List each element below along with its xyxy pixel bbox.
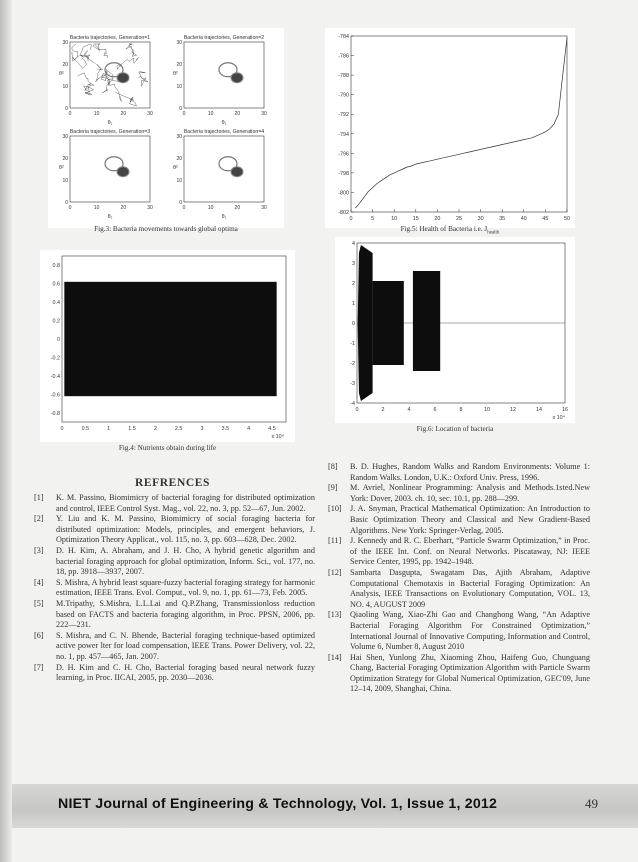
x-tick-label: 16 (562, 407, 568, 413)
reference-number: [7] (34, 662, 44, 672)
panel-x-tick: 10 (93, 205, 100, 211)
reference-item (34, 493, 315, 514)
x-tick-label: 3 (200, 426, 204, 432)
panel-x-tick: 0 (182, 111, 186, 117)
y-tick-label: -800 (338, 190, 349, 197)
panel-x-tick: 30 (261, 205, 267, 211)
x-tick-label: 0 (60, 426, 64, 432)
panel-x-tick: 20 (120, 205, 127, 211)
panel-y-tick: 0 (65, 200, 68, 206)
panel-title: Bacteria trajectories, Generation=2 (183, 35, 265, 41)
reference-number: [12] (328, 567, 342, 577)
panel-x-tick: 0 (68, 111, 72, 117)
x-tick-label: 15 (412, 216, 419, 222)
panel-ylabel: θ² (59, 71, 64, 77)
y-tick-label: -788 (338, 73, 349, 80)
panel-y-tick: 10 (62, 84, 68, 90)
figure-6-caption: Fig.6: Location of bacteria (416, 425, 494, 433)
reference-text: K. M. Passino, Biomimicry of bacterial foraging for distributed optimization and control, IEEE Control Syst. Mag., vol. 22, no. 3, pp. 52—67, Jun. 2002. (56, 493, 315, 513)
figure-5-health-of-bacteria (325, 28, 575, 228)
reference-text: Sambarta Dasgupta, Swagatam Das, Ajith Abraham, Adaptive Computational Chemotaxis in Bacterial Foraging Optimization: An Analysis, IEEE Transactions on Evolutionary Computation, VOL. 13, NO. 4, AUGUST 2009 (350, 567, 590, 609)
reference-text: Qiaoling Wang, Xiao-Zhi Gao and Changhong Wang, “An Adaptive Bacterial Foraging Algorithm For Constrained Optimization,” International Journal of Innovative Computing, Information and Control, Volume 6, Number 8, August 2010 (350, 610, 590, 652)
x-tick-label: 0 (355, 407, 359, 413)
x-tick-label: 4 (247, 426, 251, 432)
y-tick-label: -792 (338, 112, 349, 119)
reference-item (328, 462, 590, 483)
reference-item (328, 610, 590, 652)
panel-x-tick: 30 (147, 111, 153, 117)
y-tick-label: -786 (338, 53, 349, 60)
x-tick-label: 14 (536, 407, 542, 413)
panel-title: Bacteria trajectories, Generation=3 (69, 129, 151, 135)
panel-y-tick: 30 (62, 40, 68, 46)
figure-5-caption-subscript: health (487, 230, 500, 236)
page-binding-shadow (0, 0, 12, 862)
references-left-column (34, 493, 315, 684)
y-tick-label: -798 (338, 170, 349, 177)
y-tick-label: -1 (350, 341, 355, 347)
y-tick-label: -802 (338, 210, 349, 216)
panel-x-tick: 10 (207, 111, 214, 117)
y-tick-label: 0 (352, 321, 355, 327)
panel-y-tick: 20 (176, 156, 182, 162)
references-heading: REFRENCES (134, 477, 211, 489)
panel-xlabel: θ₁ (221, 214, 227, 220)
x-tick-label: 40 (520, 216, 527, 222)
journal-footer-title: NIET Journal of Engineering & Technology, Vol. 1, Issue 1, 2012 (58, 796, 498, 812)
reference-text: M.Tripathy, S.Mishra, L.L.Lai and Q.P.Zhang, Transmissionloss reduction based on FACTS and bacteria foraging algorithm, in Proc. PPSN, 2006, pp. 222—231. (56, 598, 315, 630)
reference-number: [10] (328, 504, 342, 514)
reference-number: [2] (34, 514, 44, 524)
figure-3-bacteria-trajectories (48, 28, 284, 228)
panel-title: Bacteria trajectories, Generation=1 (69, 35, 151, 41)
y-tick-label: 3 (352, 261, 355, 267)
panel-x-tick: 0 (68, 205, 72, 211)
x-exponent-label: x 10⁴ (552, 415, 565, 421)
y-tick-label: 0.2 (52, 318, 60, 325)
reference-number: [5] (34, 598, 44, 608)
panel-y-tick: 0 (179, 200, 182, 206)
panel-y-tick: 20 (62, 62, 68, 68)
location-signal-block (373, 281, 404, 365)
location-signal-block (413, 271, 440, 371)
figure-4-nutrients (40, 250, 295, 442)
reference-number: [3] (34, 545, 44, 555)
y-tick-label: -4 (350, 401, 355, 407)
panel-ylabel: θ² (59, 165, 64, 171)
y-tick-label: -3 (350, 381, 355, 387)
reference-number: [9] (328, 483, 338, 493)
y-tick-label: -796 (338, 151, 349, 158)
reference-item (328, 568, 590, 610)
optimum-contour (117, 73, 129, 83)
panel-x-tick: 20 (120, 111, 127, 117)
reference-text: J. Kennedy and R. C. Eberhart, “Particle Swarm Optimization,” in Proc. of the IEEE Int. Conf. on Neural Networks. Piscataway, NJ: IEEE Service Center, 1995, pp. 1942–1948. (350, 536, 590, 567)
panel-ylabel: θ² (173, 165, 178, 171)
reference-item (34, 599, 315, 631)
reference-number: [13] (328, 610, 342, 620)
figure-5-caption (325, 225, 575, 235)
x-tick-label: 25 (456, 216, 462, 222)
panel-frame (184, 42, 264, 108)
panel-xlabel: θ₁ (221, 120, 227, 126)
x-tick-label: 2 (153, 426, 157, 432)
x-tick-label: 2 (381, 407, 385, 413)
y-tick-label: 0 (57, 337, 60, 343)
reference-text: D. H. Kim, A. Abraham, and J. H. Cho, A hybrid genetic algorithm and bacterial foraging approach for global optimization, Inform. Sci., vol. 177, no. 18, pp. 3918—3937, 2007. (56, 545, 315, 577)
y-tick-label: -0.4 (50, 373, 60, 380)
x-tick-label: 45 (542, 216, 549, 222)
y-tick-label: -790 (338, 92, 349, 99)
panel-y-tick: 10 (62, 178, 68, 184)
figure-4-caption: Fig.4: Nutrients obtain during life (118, 444, 217, 452)
reference-text: S. Mishra, and C. N. Bhende, Bacterial foraging technique-based optimized active power lter for load compensation, IEEE Trans. Power Delivery, vol. 22, no. 1, pp. 457—465, Jan. 2007. (56, 630, 315, 661)
reference-item (34, 631, 315, 663)
panel-y-tick: 10 (176, 84, 182, 90)
x-tick-label: 20 (434, 216, 441, 222)
page-number: 49 (585, 796, 598, 811)
figure-6-location-of-bacteria (335, 237, 575, 423)
y-tick-label: 4 (352, 241, 355, 247)
panel-frame (70, 42, 150, 108)
x-tick-label: 1 (107, 426, 111, 432)
x-tick-label: 5 (371, 216, 375, 222)
panel-x-tick: 0 (182, 205, 186, 211)
panel-y-tick: 0 (179, 106, 182, 112)
y-tick-label: -2 (350, 361, 355, 367)
reference-item (328, 536, 590, 568)
panel-frame (70, 136, 150, 202)
panel-x-tick: 20 (234, 205, 241, 211)
references-right-column (328, 462, 590, 695)
reference-item (34, 514, 315, 546)
panel-x-tick: 10 (93, 111, 100, 117)
reference-number: [4] (34, 577, 44, 587)
reference-text: Hai Shen, Yunlong Zhu, Xiaoming Zhou, Haifeng Guo, Chunguang Chang, Bacterial Foraging Optimization Algorithm with Particle Swarm Optimization Strategy for Global Numerical Optimization, GEC'09, June 12–14, 2009, Shanghai, China. (350, 652, 590, 694)
panel-x-tick: 10 (207, 205, 214, 211)
y-tick-label: -0.8 (50, 410, 60, 417)
reference-item (34, 546, 315, 578)
x-exponent-label: x 10⁴ (271, 434, 284, 440)
x-tick-label: 35 (499, 216, 506, 222)
x-tick-label: 0.5 (81, 426, 90, 432)
x-tick-label: 3.5 (221, 426, 230, 432)
x-tick-label: 1.5 (128, 426, 136, 432)
panel-y-tick: 30 (176, 134, 182, 140)
panel-y-tick: 30 (176, 40, 182, 46)
reference-item (328, 483, 590, 504)
panel-y-tick: 20 (176, 62, 182, 68)
plot-frame (351, 36, 567, 212)
y-tick-label: 0.6 (52, 281, 60, 288)
reference-item (34, 578, 315, 599)
figure-5-canvas (325, 28, 575, 228)
x-tick-label: 10 (391, 216, 398, 222)
reference-number: [14] (328, 652, 342, 662)
panel-xlabel: θ₁ (107, 214, 113, 220)
figure-3-caption: Fig.3: Bacteria movements towards global optima (94, 225, 238, 233)
figure-4-canvas (40, 250, 295, 442)
reference-number: [8] (328, 462, 338, 471)
x-tick-label: 0 (349, 216, 353, 222)
figure-3-canvas (48, 28, 284, 228)
x-tick-label: 10 (484, 407, 490, 413)
panel-ylabel: θ² (173, 71, 178, 77)
y-tick-label: -0.6 (50, 392, 60, 399)
y-tick-label: 2 (352, 281, 355, 287)
panel-xlabel: θ₁ (107, 120, 113, 126)
x-tick-label: 12 (510, 407, 516, 413)
reference-text: J. A. Snyman, Practical Mathematical Optimization: An Introduction to Basic Optimization Theory and Classical and New Gradient-Based Algorithms. New York: Springer-Verlag, 2005. (350, 504, 590, 535)
reference-text: D. H. Kim and C. H. Cho, Bacterial foraging based neural network fuzzy learning, in Proc. IICAI, 2005, pp. 2030—2036. (56, 662, 315, 683)
panel-y-tick: 0 (65, 106, 68, 112)
panel-y-tick: 20 (62, 156, 68, 162)
reference-item (328, 653, 590, 695)
reference-item (34, 663, 315, 684)
optimum-contour (231, 73, 243, 83)
x-tick-label: 4.5 (268, 426, 276, 432)
y-tick-label: 0.4 (52, 300, 60, 307)
panel-frame (184, 136, 264, 202)
reference-text: Y. Liu and K. M. Passino, Biomimicry of social foraging bacteria for distributed optimization: Models, principles, and emergent behaviors, J. Optimization Theory Applicat., vol. 115, no. 3, pp. 603—628, Dec. 2002. (56, 514, 315, 545)
x-tick-label: 50 (564, 216, 570, 222)
panel-title: Bacteria trajectories, Generation=4 (183, 129, 265, 135)
y-tick-label: -0.2 (50, 355, 60, 362)
x-tick-label: 8 (459, 407, 463, 413)
figure-5-caption-text: Fig.5: Health of Bacteria i.e. J (400, 225, 488, 233)
panel-x-tick: 30 (147, 205, 153, 211)
optimum-contour (231, 167, 243, 177)
y-tick-label: -784 (338, 34, 349, 40)
y-tick-label: -794 (338, 131, 349, 138)
panel-x-tick: 30 (261, 111, 267, 117)
optimum-contour (117, 167, 129, 177)
panel-y-tick: 10 (176, 178, 182, 184)
reference-item (328, 504, 590, 536)
figure-6-canvas (335, 237, 575, 423)
reference-number: [1] (34, 493, 44, 502)
panel-y-tick: 30 (62, 134, 68, 140)
x-tick-label: 30 (477, 216, 484, 222)
panel-x-tick: 20 (234, 111, 241, 117)
y-tick-label: 0.8 (52, 263, 60, 270)
reference-number: [6] (34, 630, 44, 640)
reference-text: M. Avriel, Nonlinear Programming: Analysis and Methods.1sted.New York: Dover, 2003. ch. 10, sec. 10.1, pp. 288—299. (350, 483, 590, 503)
reference-text: B. D. Hughes, Random Walks and Random Environments: Volume 1: Random Walks. London, U.K.: Oxford Univ. Press, 1996. (350, 462, 590, 482)
x-tick-label: 6 (433, 407, 437, 413)
location-signal-burst (358, 245, 373, 401)
nutrient-signal-band (64, 282, 276, 396)
x-tick-label: 4 (407, 407, 411, 413)
x-tick-label: 2.5 (174, 426, 183, 432)
y-tick-label: 1 (352, 301, 355, 307)
reference-text: S. Mishra, A hybrid least square-fuzzy bacterial foraging strategy for harmonic estimation, IEEE Trans. Evol. Comput., vol. 9, no. 1, pp. 61—73, Feb. 2005. (56, 577, 315, 598)
reference-number: [11] (328, 536, 342, 546)
